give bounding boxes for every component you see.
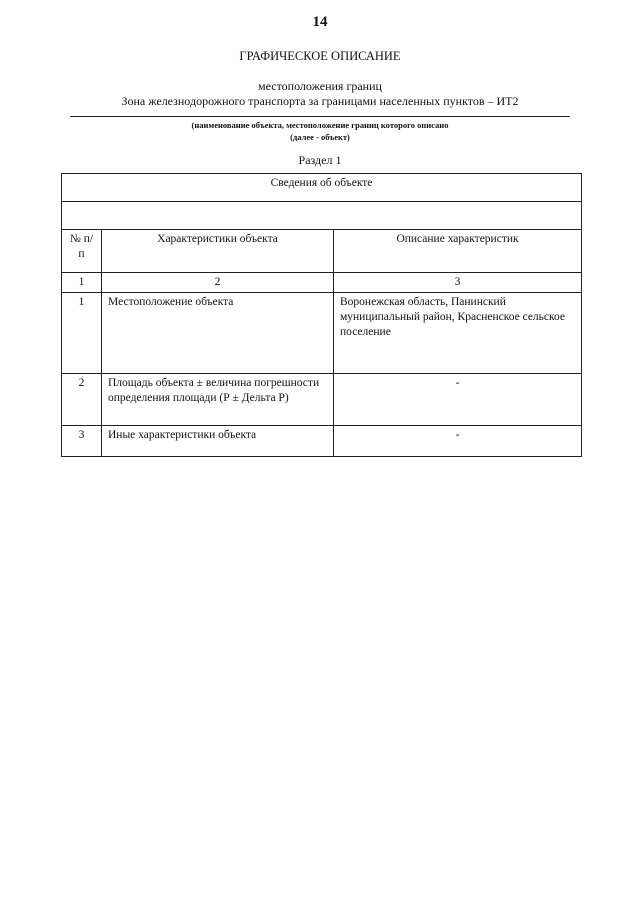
table-row <box>62 293 582 374</box>
table-row <box>62 426 582 457</box>
row-description: Воронежская область, Панинский муниципальный район, Красненское сельское поселение <box>334 293 582 374</box>
document-title: ГРАФИЧЕСКОЕ ОПИСАНИЕ <box>239 49 401 63</box>
row-characteristic: Местоположение объекта <box>102 293 334 374</box>
row-description: - <box>334 426 582 457</box>
column-number: 2 <box>102 273 334 293</box>
table-header-row <box>62 230 582 273</box>
column-number: 1 <box>62 273 102 293</box>
row-description: - <box>334 374 582 426</box>
underline-hint-1: (наименование объекта, местоположение границ которого описано <box>191 120 449 130</box>
subtitle-line-2: Зона железнодорожного транспорта за границами населенных пунктов – ИТ2 <box>121 94 519 108</box>
page-number: 14 <box>312 14 328 30</box>
row-num: 1 <box>62 293 102 374</box>
column-number: 3 <box>334 273 582 293</box>
header-characteristic: Характеристики объекта <box>102 230 334 273</box>
table-caption-row <box>62 174 582 202</box>
header-num: № п/п <box>62 230 102 273</box>
row-characteristic: Площадь объекта ± величина погрешности определения площади (Р ± Дельта Р) <box>102 374 334 426</box>
title-underline <box>70 116 570 117</box>
empty-cell <box>62 202 582 230</box>
section-title: Раздел 1 <box>298 153 342 167</box>
subtitle-line-1: местоположения границ <box>258 79 382 93</box>
table-caption: Сведения об объекте <box>62 174 582 202</box>
underline-hint-2: (далее - объект) <box>290 132 350 142</box>
header-description: Описание характеристик <box>334 230 582 273</box>
row-num: 3 <box>62 426 102 457</box>
table-row <box>62 374 582 426</box>
table-empty-row <box>62 202 582 230</box>
row-characteristic: Иные характеристики объекта <box>102 426 334 457</box>
row-num: 2 <box>62 374 102 426</box>
object-info-table <box>61 173 582 457</box>
table-column-numbers-row <box>62 273 582 293</box>
